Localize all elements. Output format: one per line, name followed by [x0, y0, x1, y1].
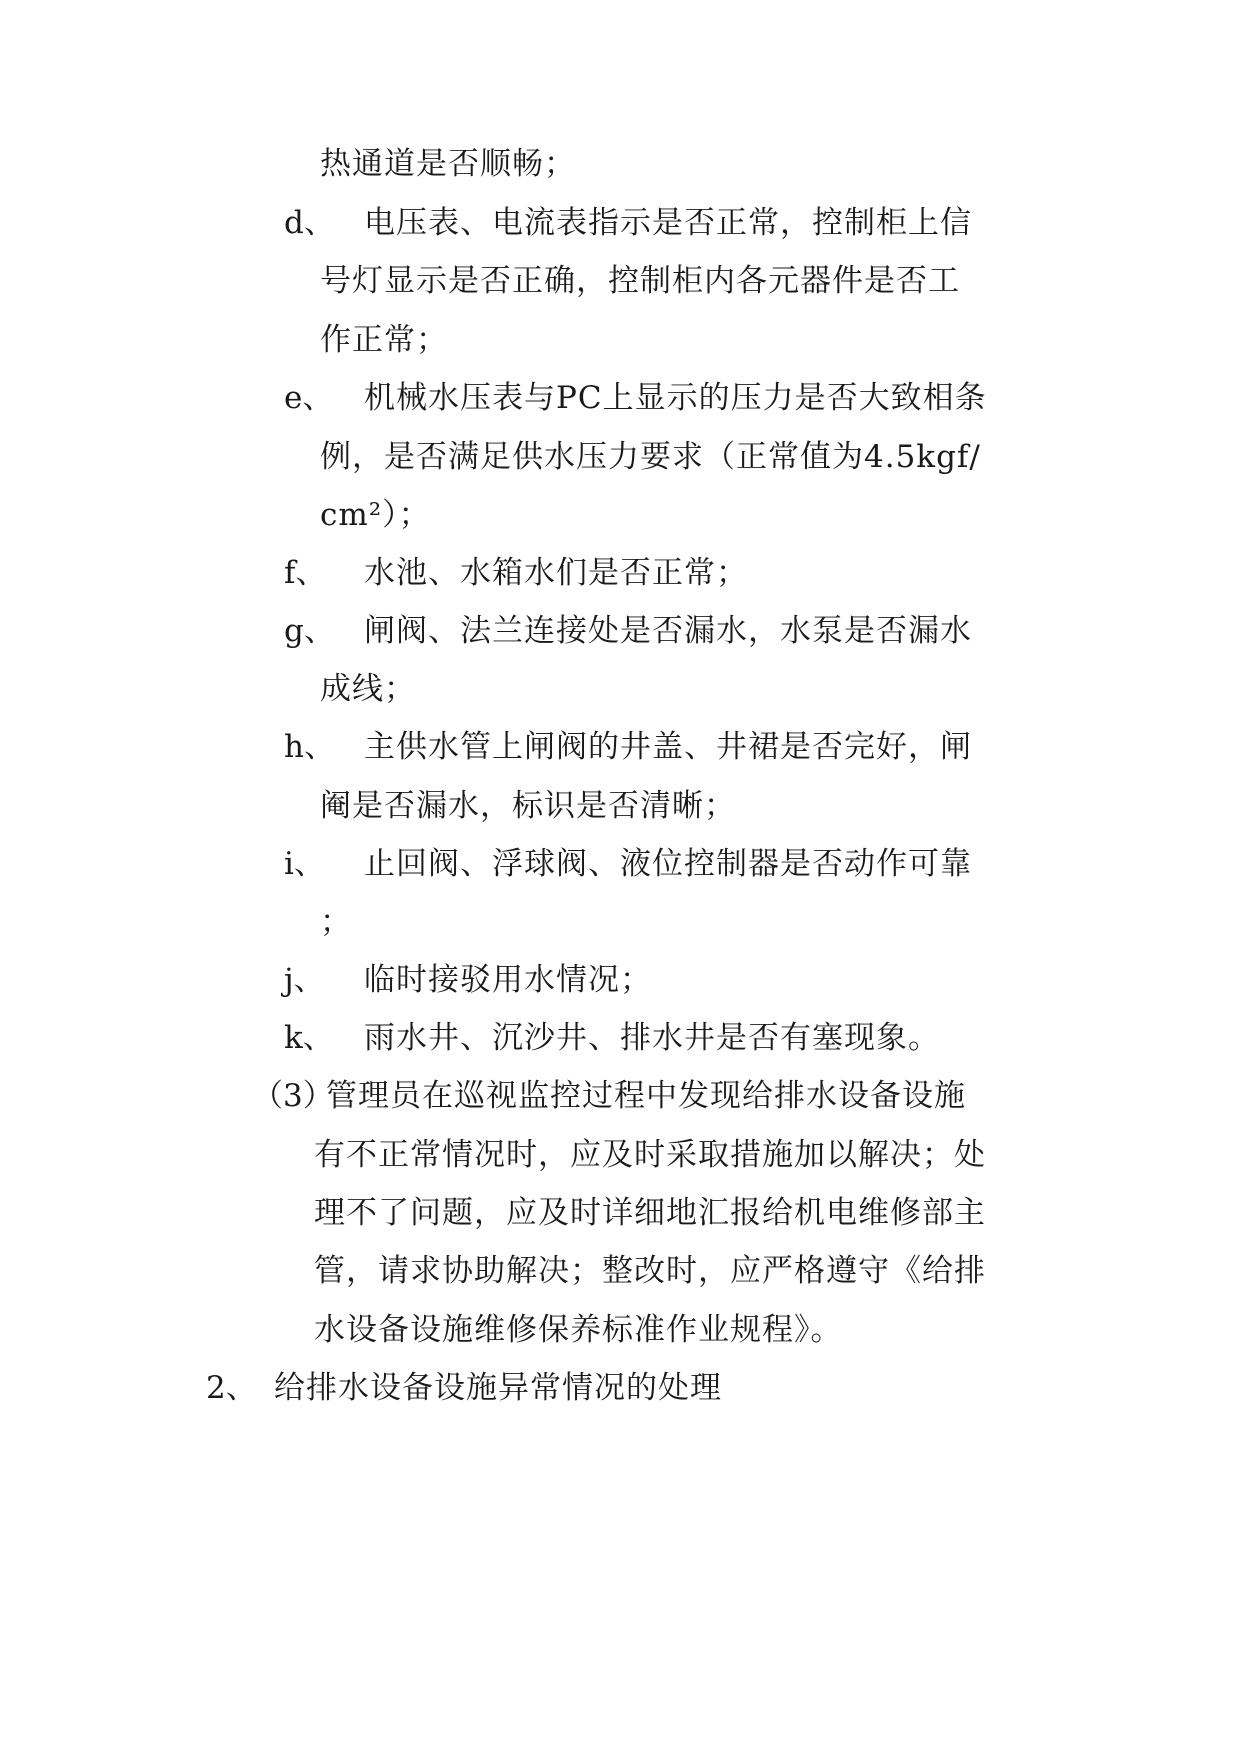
- section-2-marker: 2、: [206, 1370, 257, 1406]
- item-f-line-1: 水池、水箱水们是否正常；: [364, 555, 748, 591]
- item-i-line-1: 止回阀、浮球阀、液位控制器是否动作可靠: [364, 846, 972, 882]
- item-k-line-1: 雨水井、沉沙井、排水井是否有塞现象。: [364, 1020, 940, 1056]
- item-f-marker: f、: [284, 555, 327, 591]
- item-k-marker: k、: [284, 1020, 334, 1056]
- item-h-line-1: 主供水管上闸阀的井盖、井裙是否完好，闸: [364, 729, 972, 765]
- item-i-marker: i、: [284, 846, 325, 882]
- item-d-line-2: 号灯显示是否正确，控制柜内各元器件是否工: [320, 263, 960, 299]
- paragraph-3-line-4: 管，请求协助解决；整改时，应严格遵守《给排: [314, 1253, 986, 1289]
- paragraph-3-marker: （3）: [252, 1078, 334, 1114]
- item-g-marker: g、: [284, 613, 335, 649]
- paragraph-3-line-1: 管理员在巡视监控过程中发现给排水设备设施: [326, 1078, 966, 1114]
- item-h-marker: h、: [284, 729, 335, 765]
- paragraph-3-line-3: 理不了问题，应及时详细地汇报给机电维修部主: [314, 1195, 986, 1231]
- item-j-marker: j、: [284, 962, 325, 998]
- item-i-line-2: ；: [320, 904, 352, 940]
- item-e-line-2: 例，是否满足供水压力要求（正常值为4.5kgf/: [320, 439, 981, 475]
- item-e-marker: e、: [284, 380, 334, 416]
- item-d-marker: d、: [284, 205, 335, 241]
- section-2-title: 给排水设备设施异常情况的处理: [274, 1370, 722, 1406]
- item-e-line-1: 机械水压表与PC上显示的压力是否大致相条: [364, 380, 987, 416]
- item-g-line-1: 闸阀、法兰连接处是否漏水，水泵是否漏水: [364, 613, 972, 649]
- item-g-line-2: 成线；: [320, 671, 416, 707]
- paragraph-3-line-2: 有不正常情况时，应及时采取措施加以解决；处: [314, 1137, 986, 1173]
- item-j-line-1: 临时接驳用水情况；: [364, 962, 652, 998]
- item-d-line-1: 电压表、电流表指示是否正常，控制柜上信: [364, 205, 972, 241]
- item-h-line-2: 阉是否漏水，标识是否清晰；: [320, 788, 736, 824]
- continuation-line: 热通道是否顺畅；: [320, 146, 576, 182]
- item-e-line-3: cm²）；: [320, 497, 431, 533]
- item-d-line-3: 作正常；: [320, 322, 448, 358]
- paragraph-3-line-5: 水设备设施维修保养标准作业规程》。: [314, 1312, 843, 1348]
